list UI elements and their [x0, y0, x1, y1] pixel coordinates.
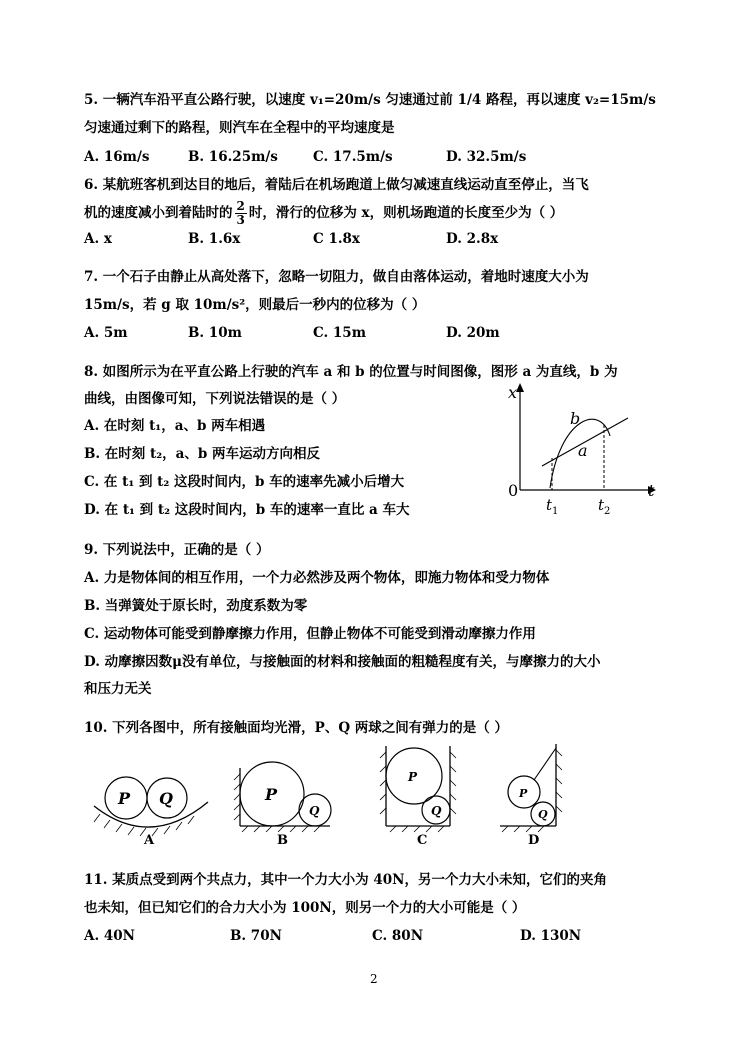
fig-b-p-label: P [265, 785, 278, 804]
q6-option-c: C 1.8x [313, 231, 360, 247]
fig-c-p-label: P [408, 770, 418, 784]
q8-option-b: B. 在时刻 t₂，a、b 两车运动方向相反 [84, 446, 321, 462]
x-axis-arrow [516, 383, 524, 392]
label-a: a [578, 441, 588, 460]
q6-line2-post: 时，滑行的位移为 x，则机场跑道的长度至少为（ ） [248, 205, 564, 221]
q9-option-d-cont: 和压力无关 [84, 681, 152, 697]
t1-label-main: t [546, 496, 553, 514]
q6-option-d: D. 2.8x [446, 231, 499, 247]
label-b: b [570, 409, 581, 428]
t-axis-label: t [648, 481, 655, 500]
q8-option-a: A. 在时刻 t₁，a、b 两车相遇 [84, 418, 266, 434]
t2-label [598, 496, 610, 517]
t2-label-main: t [598, 496, 605, 514]
q11-option-a: A. 40N [84, 928, 136, 944]
figure-d [500, 744, 562, 848]
fig-a-label: A [144, 833, 155, 848]
q8-option-d: D. 在 t₁ 到 t₂ 这段时间内，b 车的速率一直比 a 车大 [84, 502, 410, 518]
q7-option-b: B. 10m [188, 325, 242, 341]
q6-line2 [84, 200, 563, 227]
q5-option-b: B. 16.25m/s [188, 149, 278, 165]
position-time-graph [500, 378, 670, 520]
q11-option-c: C. 80N [372, 928, 424, 944]
fig-d-string [534, 748, 556, 780]
q11-line2: 也未知，但已知它们的合力大小为 100N，则另一个力的大小可能是（ ） [84, 900, 526, 916]
q6-option-b: B. 1.6x [188, 231, 241, 247]
q6-line1: 6. 某航班客机到达目的地后，着陆后在机场跑道上做匀减速直线运动直至停止，当飞 [84, 177, 589, 193]
q5-option-d: D. 32.5m/s [446, 149, 527, 165]
fig-d-label: D [528, 833, 540, 848]
q8-line1: 8. 如图所示为在平直公路上行驶的汽车 a 和 b 的位置与时间图像，图形 a 为直线，b 为 [84, 364, 618, 380]
q5-option-c: C. 17.5m/s [313, 149, 393, 165]
q7-option-a: A. 5m [84, 325, 128, 341]
fig-c-q-label: Q [431, 804, 442, 818]
q5-line1: 5. 一辆汽车沿平直公路行驶，以速度 v₁=20m/s 匀速通过前 1/4 路程，再以速度 v₂=15m/s [84, 92, 656, 108]
fig-b-label: B [277, 833, 288, 848]
q7-line2: 15m/s，若 g 取 10m/s²，则最后一秒内的位移为（ ） [84, 297, 426, 313]
figure-a [94, 777, 208, 848]
q9-option-b: B. 当弹簧处于原长时，劲度系数为零 [84, 598, 308, 614]
q11-option-b: B. 70N [230, 928, 282, 944]
q6-frac-num: 2 [236, 199, 245, 213]
q6-option-a: A. x [84, 231, 112, 247]
q10-figures [80, 740, 580, 852]
q5-option-a: A. 16m/s [84, 149, 150, 165]
q7-option-c: C. 15m [313, 325, 366, 341]
fig-a-p-label: P [118, 789, 131, 808]
q9-option-c: C. 运动物体可能受到静摩擦力作用，但静止物体不可能受到滑动摩擦力作用 [84, 626, 536, 642]
q6-line2-pre: 机的速度减小到着陆时的 [84, 205, 233, 221]
q8-line2: 曲线，由图像可知，下列说法错误的是（ ） [84, 391, 346, 407]
q9-line1: 9. 下列说法中，正确的是（ ） [84, 542, 270, 558]
q7-line1: 7. 一个石子由静止从高处落下，忽略一切阻力，做自由落体运动，着地时速度大小为 [84, 269, 589, 285]
q10-line1: 10. 下列各图中，所有接触面均光滑，P、Q 两球之间有弹力的是（ ） [84, 720, 508, 736]
page-number: 2 [370, 972, 378, 986]
figure-c [380, 746, 456, 848]
q11-line1: 11. 某质点受到两个共点力，其中一个力大小为 40N，另一个力大小未知，它们的夹角 [84, 872, 608, 888]
t1-label [546, 496, 558, 517]
q8-option-c: C. 在 t₁ 到 t₂ 这段时间内，b 车的速率先减小后增大 [84, 474, 405, 490]
q6-frac-den: 3 [236, 213, 245, 227]
fig-d-p-label: P [519, 787, 528, 800]
fig-a-bowl [94, 802, 208, 827]
q11-option-d: D. 130N [520, 928, 582, 944]
fig-a-q-label: Q [159, 789, 173, 808]
q5-line2: 匀速通过剩下的路程，则汽车在全程中的平均速度是 [84, 120, 395, 136]
q9-option-d: D. 动摩擦因数μ没有单位，与接触面的材料和接触面的粗糙程度有关，与摩擦力的大小 [84, 654, 601, 670]
figure-b [234, 762, 331, 848]
q9-option-a: A. 力是物体间的相互作用，一个力必然涉及两个物体，即施力物体和受力物体 [84, 570, 550, 586]
origin-label: 0 [508, 481, 519, 500]
fig-c-label: C [417, 833, 428, 848]
x-axis-label: x [508, 383, 518, 402]
q7-option-d: D. 20m [446, 325, 500, 341]
fig-d-q-label: Q [538, 808, 548, 821]
t2-label-sub: 2 [604, 506, 611, 517]
t1-label-sub: 1 [552, 506, 559, 517]
q6-fraction [235, 200, 247, 227]
fig-b-q-label: Q [309, 804, 320, 818]
